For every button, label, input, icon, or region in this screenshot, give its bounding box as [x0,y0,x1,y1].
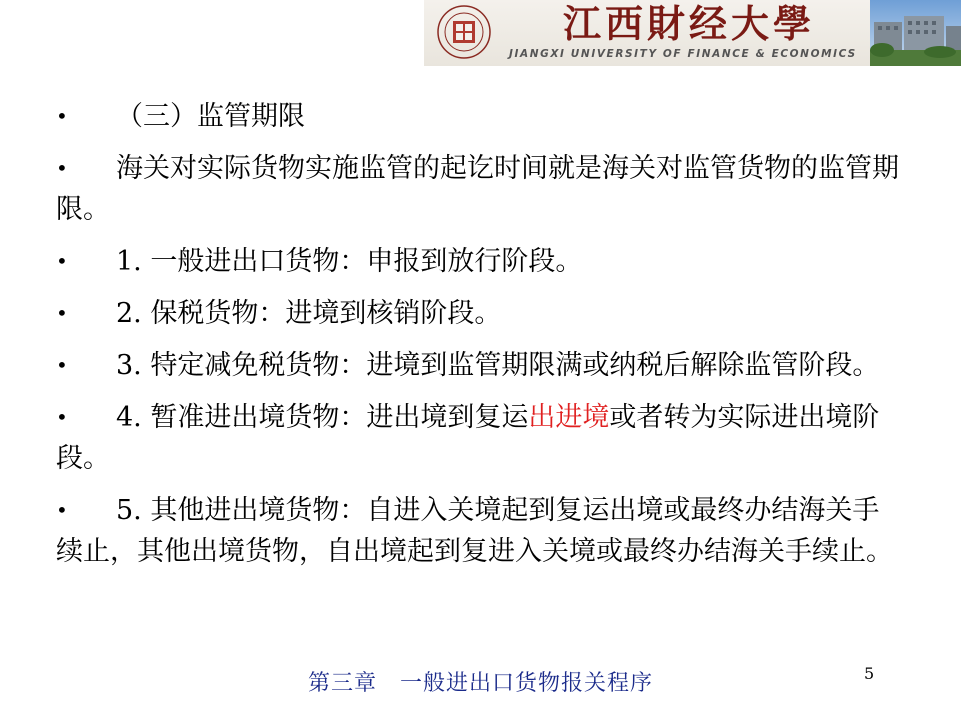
list-item-text: 5. 其他进出境货物：自进入关境起到复运出境或最终办结海关手续止，其他出境货物，自出境起到复进入关境或最终办结海关手续止。 [56,495,893,567]
chapter-title: 第三章 一般进出口货物报关程序 [307,671,653,696]
list-item [56,96,906,137]
section-heading: （三）监管期限 [116,101,305,132]
list-item [56,345,906,386]
university-name-cn: 江西財经大學 [562,1,815,46]
highlighted-text: 出进境 [528,402,610,433]
bullet: • [56,498,68,522]
bullet: • [56,301,68,325]
list-item [56,490,906,572]
bullet: • [56,405,68,429]
bullet: • [56,353,68,377]
list-item-text: 2. 保税货物：进境到核销阶段。 [116,298,502,329]
slide-content [56,96,906,583]
page-number: 5 [864,664,875,683]
list-item-text: 1. 一般进出口货物：申报到放行阶段。 [116,246,583,277]
list-item [56,397,906,479]
list-item-text [56,397,906,479]
header-banner [424,0,961,66]
list-item [56,241,906,282]
list-item-text: 海关对实际货物实施监管的起讫时间就是海关对监管货物的监管期限。 [56,153,899,225]
university-name-en: JIANGXI UNIVERSITY OF FINANCE & ECONOMICS [509,48,857,60]
bullet: • [56,249,68,273]
list-item-text: 3. 特定减免税货物：进境到监管期限满或纳税后解除监管阶段。 [116,350,880,381]
list-item [56,148,906,230]
campus-photo [870,0,961,66]
university-seal-logo [436,4,492,60]
bullet: • [56,104,68,128]
text-before: 4. 暂准进出境货物：进出境到复运 [116,402,529,433]
bullet: • [56,156,68,180]
text-after: 或者转为实际进出境阶段。 [56,402,880,474]
list-item [56,293,906,334]
